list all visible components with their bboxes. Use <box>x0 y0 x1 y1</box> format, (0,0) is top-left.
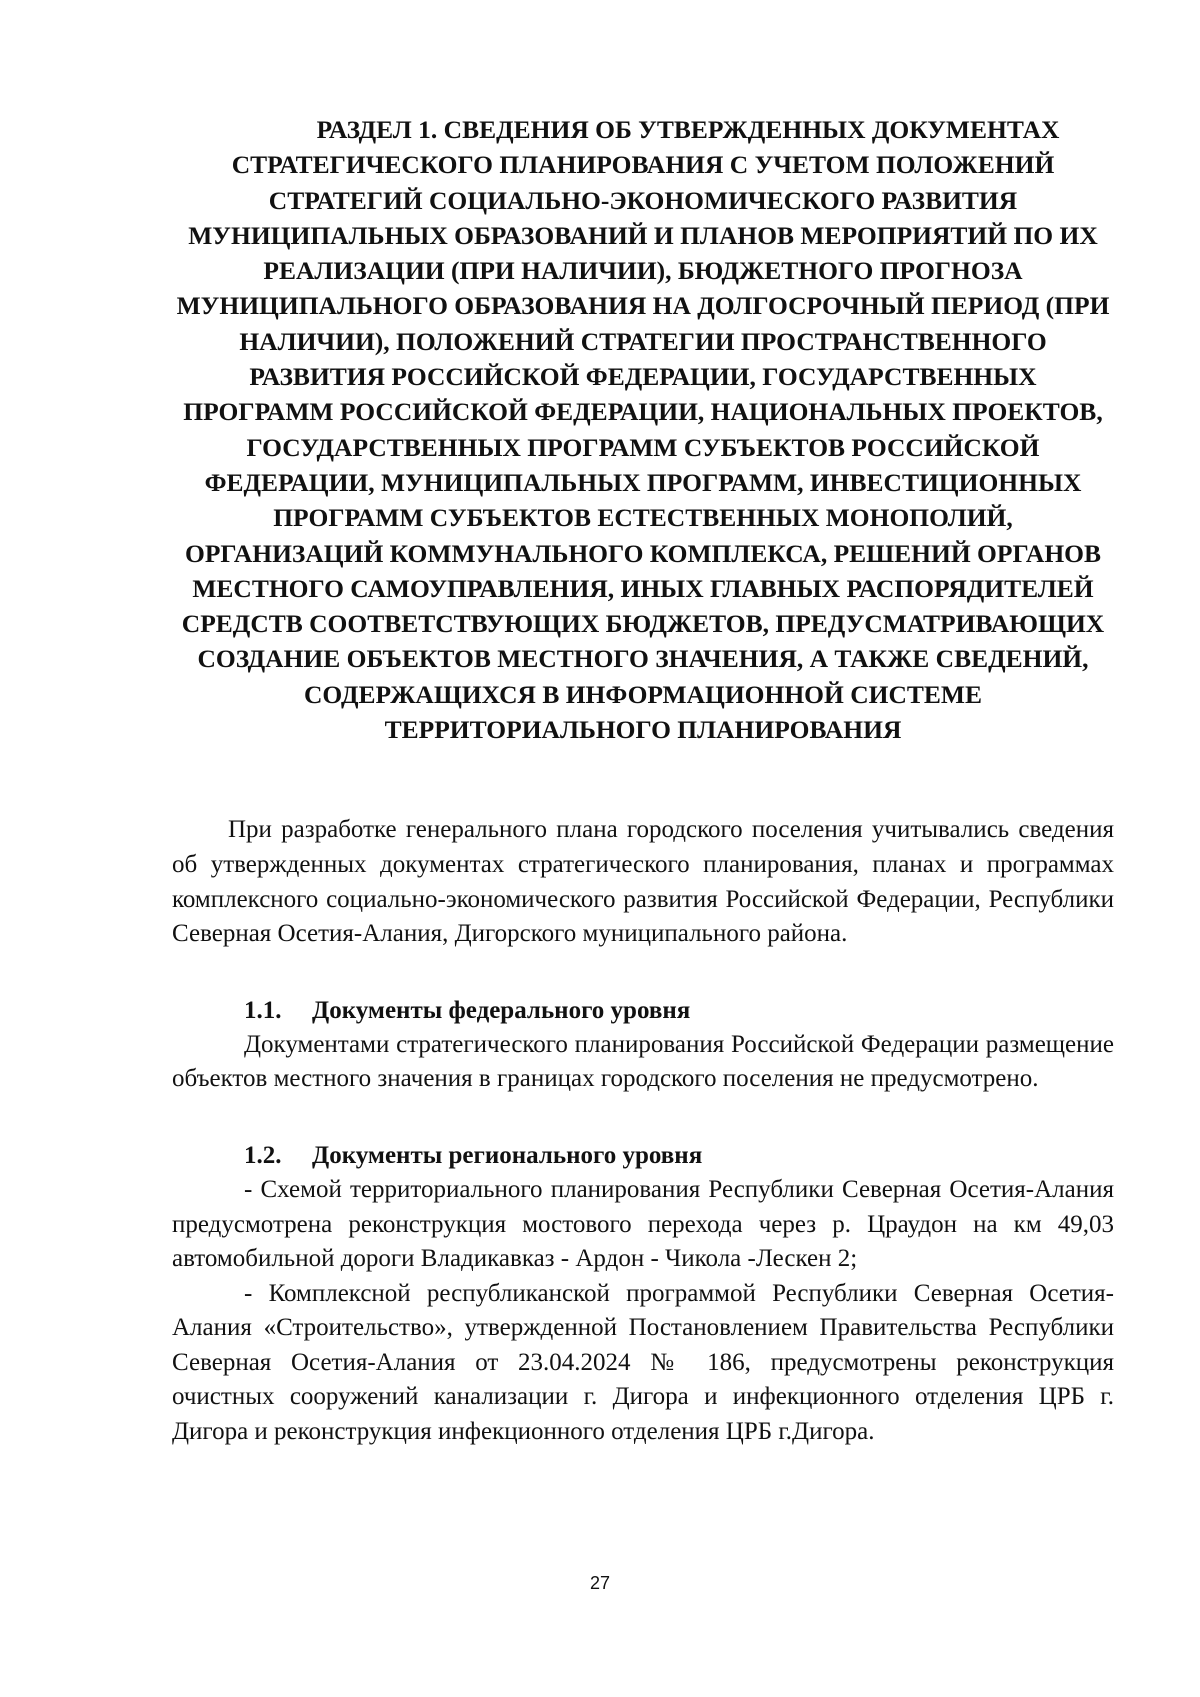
paragraph: Документами стратегического планирования Российской Федерации размещение объектов местного значения в границах городского поселения не предусмотрено. <box>172 1030 1114 1093</box>
intro-paragraph: При разработке генерального плана городского поселения учитывались сведения об утвержденных документах стратегического планирования, планах и программах комплексного социально-экономического развития Российской Федерации, Республики Северная Осетия-Алания, Дигорского муниципального района. <box>172 816 1114 948</box>
subsection-number: 1.2. <box>244 1141 282 1169</box>
paragraph: - Комплексной республиканской программой Республики Северная Осетия-Алания «Строительство», утвержденной Постановлением Правительства Республики Северная Осетия-Алания от 23.04.2024 № 186, предусмотрены реконструкция очистных сооружений канализации г. Дигора и инфекционного отделения ЦРБ г. Дигора и реконструкция инфекционного отделения ЦРБ г.Дигора. <box>172 1279 1114 1446</box>
subsection-number: 1.1. <box>244 996 282 1024</box>
paragraph: - Схемой территориального планирования Республики Северная Осетия-Алания предусмотрена реконструкция мостового перехода через р. Цраудон на км 49,03 автомобильной дороги Владикавказ - Ардон - Чикола -Лескен 2; <box>172 1175 1114 1273</box>
subsection-heading <box>172 1139 1114 1173</box>
subsection-heading <box>172 994 1114 1028</box>
page-number: 27 <box>589 1573 611 1593</box>
subsection-title: Документы федерального уровня <box>312 996 691 1024</box>
subsection-federal <box>172 994 1114 1097</box>
document-page <box>172 112 1114 1450</box>
subsection-title: Документы регионального уровня <box>312 1141 703 1169</box>
subsection-regional <box>172 1139 1114 1450</box>
section-title: РАЗДЕЛ 1. СВЕДЕНИЯ ОБ УТВЕРЖДЕННЫХ ДОКУМЕНТАХ СТРАТЕГИЧЕСКОГО ПЛАНИРОВАНИЯ С УЧЕТОМ ПОЛОЖЕНИЙ СТРАТЕГИЙ СОЦИАЛЬНО-ЭКОНОМИЧЕСКОГО РАЗВИТИЯ МУНИЦИПАЛЬНЫХ ОБРАЗОВАНИЙ И ПЛАНОВ МЕРОПРИЯТИЙ ПО ИХ РЕАЛИЗАЦИИ (ПРИ НАЛИЧИИ), БЮДЖЕТНОГО ПРОГНОЗА МУНИЦИПАЛЬНОГО ОБРАЗОВАНИЯ НА ДОЛГОСРОЧНЫЙ ПЕРИОД (ПРИ НАЛИЧИИ), ПОЛОЖЕНИЙ СТРАТЕГИИ ПРОСТРАНСТВЕННОГО РАЗВИТИЯ РОССИЙСКОЙ ФЕДЕРАЦИИ, ГОСУДАРСТВЕННЫХ ПРОГРАММ РОССИЙСКОЙ ФЕДЕРАЦИИ, НАЦИОНАЛЬНЫХ ПРОЕКТОВ, ГОСУДАРСТВЕННЫХ ПРОГРАММ СУБЪЕКТОВ РОССИЙСКОЙ ФЕДЕРАЦИИ, МУНИЦИПАЛЬНЫХ ПРОГРАММ, ИНВЕСТИЦИОННЫХ ПРОГРАММ СУБЪЕКТОВ ЕСТЕСТВЕННЫХ МОНОПОЛИЙ, ОРГАНИЗАЦИЙ КОММУНАЛЬНОГО КОМПЛЕКСА, РЕШЕНИЙ ОРГАНОВ МЕСТНОГО САМОУПРАВЛЕНИЯ, ИНЫХ ГЛАВНЫХ РАСПОРЯДИТЕЛЕЙ СРЕДСТВ СООТВЕТСТВУЮЩИХ БЮДЖЕТОВ, ПРЕДУСМАТРИВАЮЩИХ СОЗДАНИЕ ОБЪЕКТОВ МЕСТНОГО ЗНАЧЕНИЯ, А ТАКЖЕ СВЕДЕНИЙ, СОДЕРЖАЩИХСЯ В ИНФОРМАЦИОННОЙ СИСТЕМЕ ТЕРРИТОРИАЛЬНОГО ПЛАНИРОВАНИЯ <box>176 115 1110 745</box>
